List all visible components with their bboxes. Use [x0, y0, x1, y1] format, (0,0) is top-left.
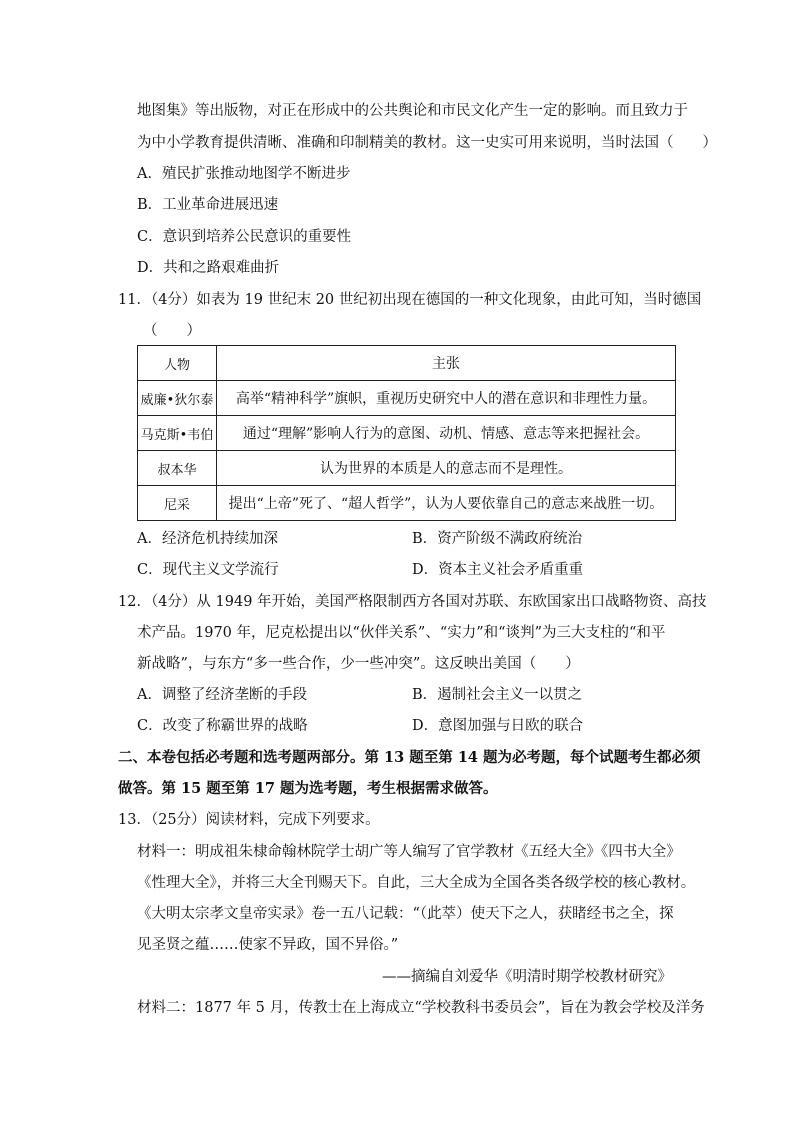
q11-option-d: D．资本主义社会矛盾重重 — [412, 562, 584, 578]
q10-line1: 地图集》等出版物，对正在形成中的公共舆论和市民文化产生一定的影响。而且致力于 — [137, 103, 688, 119]
q13-material1-line3: 《大明太宗孝文皇帝实录》卷一五八记载：“（此萃）使天下之人，获睹经书之全，探 — [137, 906, 674, 922]
table-cell-view: 通过“理解”影响人行为的意图、动机、情感、意志等来把握社会。 — [217, 416, 676, 451]
q13-title: 13．（25分）阅读材料，完成下列要求。 — [118, 812, 380, 828]
q12-stem-line2: 术产品。1970 年，尼克松提出以“伙伴关系”、“实力”和“谈判”为三大支柱的“和平 — [137, 625, 666, 641]
q10-option-b: B．工业革命进展迅速 — [137, 197, 279, 213]
q12-stem-line3: 新战略”，与东方“多一些合作，少一些冲突”。这反映出美国（ ） — [137, 656, 580, 672]
table-row — [138, 381, 676, 416]
q13-source: ——摘编自刘爱华《明清时期学校教材研究》 — [382, 969, 672, 985]
table-row — [138, 451, 676, 486]
table-header-view: 主张 — [217, 346, 676, 381]
q13-material1-line1: 材料一：明成祖朱棣命翰林院学士胡广等人编写了官学教材《五经大全》《四书大全》 — [137, 844, 681, 860]
table-cell-person: 尼采 — [138, 486, 217, 521]
q12-option-b: B．遏制社会主义一以贯之 — [412, 687, 583, 703]
q11-option-a: A．经济危机持续加深 — [137, 531, 278, 547]
q13-material1-line4: 见圣贤之蕴……使家不异政，国不异俗。” — [137, 937, 399, 953]
q10-line2: 为中小学教育提供清晰、准确和印制精美的教材。这一史实可用来说明，当时法国（ ） — [137, 135, 717, 151]
section-two-line1: 二、本卷包括必考题和选考题两部分。第 13 题至第 14 题为必考题，每个试题考生都必须 — [118, 749, 701, 766]
q12-stem-line1: 12．（4分）从 1949 年开始，美国严格限制西方各国对苏联、东欧国家出口战略物资、高技 — [118, 594, 707, 610]
q11-table — [137, 345, 676, 521]
table-cell-person: 马克斯•韦伯 — [138, 416, 217, 451]
table-cell-person: 叔本华 — [138, 451, 217, 486]
table-header-person: 人物 — [138, 346, 217, 381]
section-two-line2: 做答。第 15 题至第 17 题为选考题，考生根据需求做答。 — [118, 780, 498, 797]
q11-stem-line1: 11．（4分）如表为 19 世纪末 20 世纪初出现在德国的一种文化现象，由此可知，当时德国 — [118, 292, 702, 308]
q13-material1-line2: 《性理大全》，并将三大全刊赐天下。自此，三大全成为全国各类各级学校的核心教材。 — [137, 875, 696, 891]
table-row — [138, 486, 676, 521]
table-cell-person: 威廉•狄尔泰 — [138, 381, 217, 416]
q11-option-b: B．资产阶级不满政府统治 — [412, 531, 583, 547]
q11-stem-line2: （ ） — [143, 323, 201, 339]
q11-option-c: C．现代主义文学流行 — [137, 562, 279, 578]
q10-option-a: A．殖民扩张推动地图学不断进步 — [137, 166, 351, 182]
q10-option-d: D．共和之路艰难曲折 — [137, 260, 280, 276]
q10-option-c: C．意识到培养公民意识的重要性 — [137, 229, 352, 245]
q13-material2-line1: 材料二：1877 年 5 月，传教士在上海成立“学校教科书委员会”，旨在为教会学校及洋务 — [137, 1000, 705, 1016]
table-cell-view: 认为世界的本质是人的意志而不是理性。 — [217, 451, 676, 486]
table-cell-view: 提出“上帝”死了、“超人哲学”，认为人要依靠自己的意志来战胜一切。 — [217, 486, 676, 521]
table-cell-view: 高举“精神科学”旗帜，重视历史研究中人的潜在意识和非理性力量。 — [217, 381, 676, 416]
table-row — [138, 416, 676, 451]
q12-option-d: D．意图加强与日欧的联合 — [412, 718, 584, 734]
q12-option-c: C．改变了称霸世界的战略 — [137, 718, 308, 734]
q12-option-a: A．调整了经济垄断的手段 — [137, 687, 307, 703]
table-header-row — [138, 346, 676, 381]
